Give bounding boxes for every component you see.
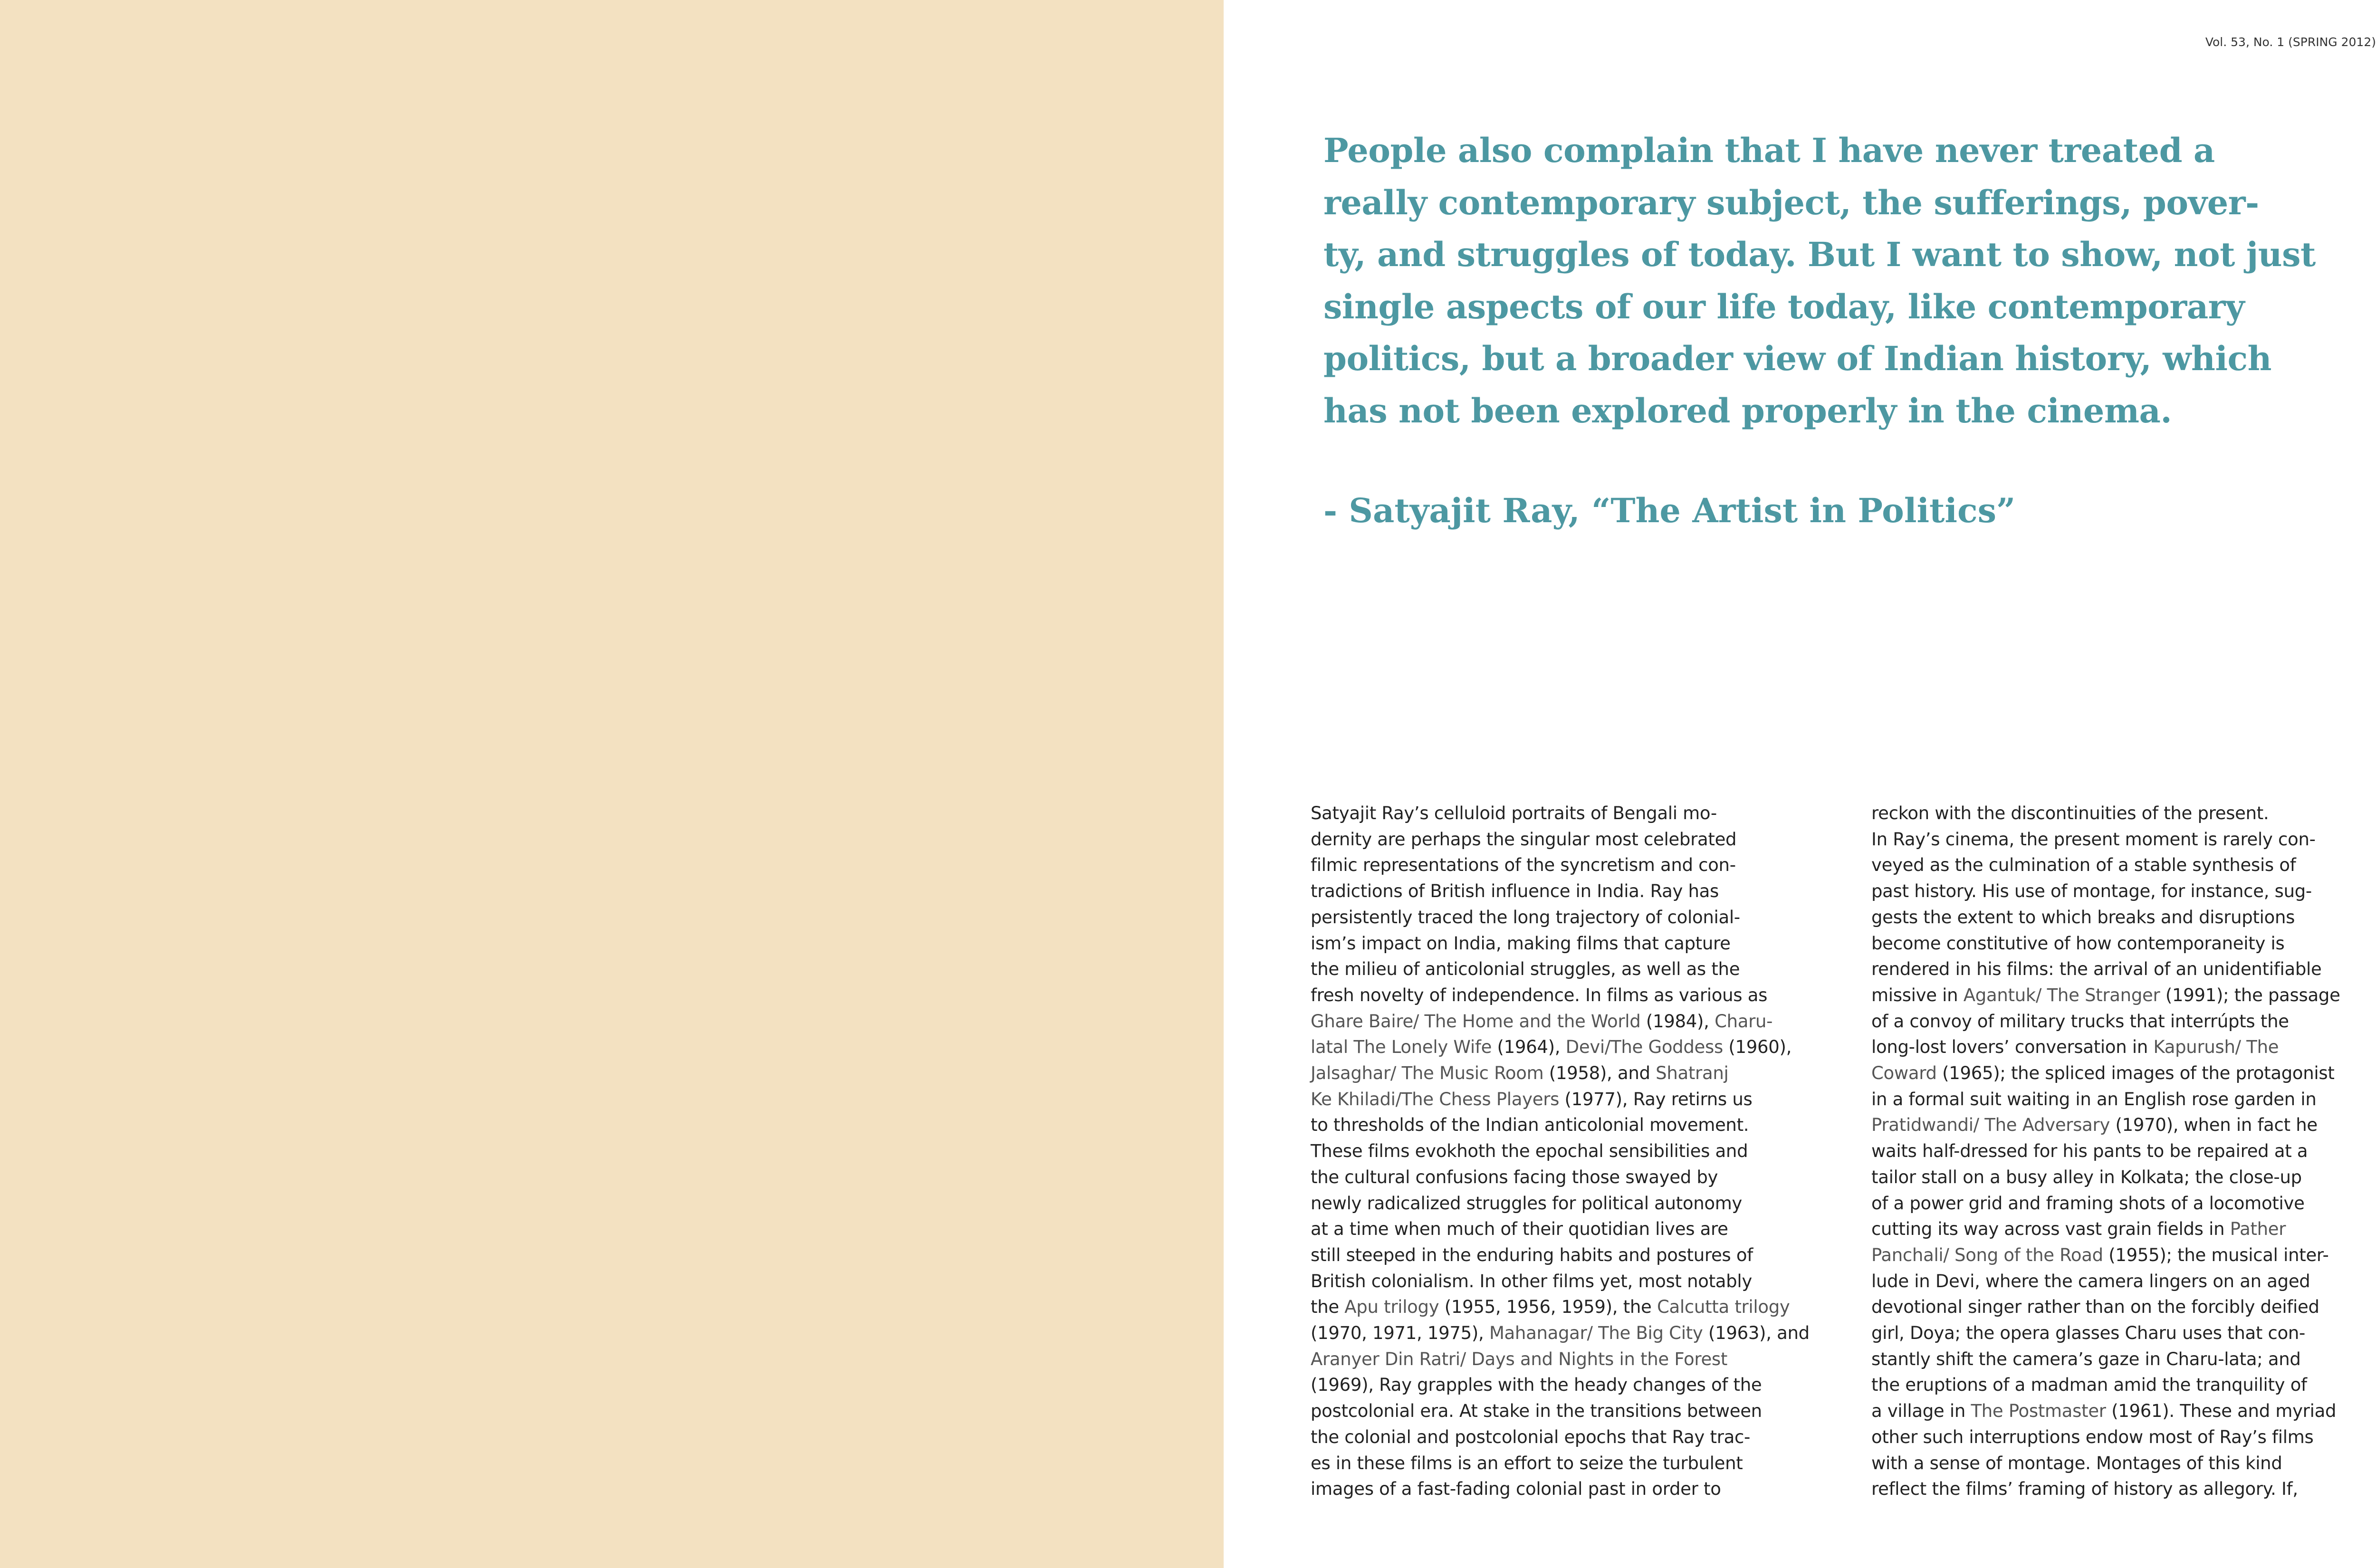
- pull-quote: [1323, 124, 2350, 437]
- text-segment: (1977), Ray retirns us: [1559, 1089, 1753, 1109]
- text-line: [1311, 1347, 1824, 1373]
- text-segment: missive in: [1871, 985, 1964, 1005]
- text-line: images of a fast-fading colonial past in order to: [1311, 1479, 1721, 1500]
- text-line: in a formal suit waiting in an English rose garden in: [1871, 1089, 2317, 1109]
- quote-line: has not been explored properly in the cinema.: [1323, 391, 2172, 430]
- text-line: waits half-dressed for his pants to be repaired at a: [1871, 1141, 2308, 1162]
- text-line: stantly shift the camera’s gaze in Charu-lata; and: [1871, 1348, 2301, 1369]
- film-title: Devi/The Goddess: [1565, 1037, 1723, 1058]
- text-line: reflect the films’ framing of history as allegory. If,: [1871, 1479, 2298, 1500]
- text-segment: long-lost lovers’ conversation in: [1871, 1037, 2154, 1058]
- text-segment: (1970), when in fact he: [2110, 1115, 2318, 1136]
- text-line: These films evokhoth the epochal sensibilities and: [1311, 1141, 1748, 1162]
- text-line: filmic representations of the syncretism and con-: [1311, 855, 1736, 876]
- text-line: to thresholds of the Indian anticolonial movement.: [1311, 1115, 1749, 1136]
- film-title: Pather: [2230, 1219, 2286, 1240]
- quote-line: single aspects of our life today, like contemporary: [1323, 287, 2245, 326]
- film-title: The Postmaster: [1971, 1401, 2106, 1422]
- quote-attribution: - Satyajit Ray, “The Artist in Politics”: [1323, 491, 2016, 530]
- film-title: Ghare Baire/ The Home and the World: [1311, 1011, 1641, 1032]
- text-line: at a time when much of their quotidian lives are: [1311, 1219, 1728, 1240]
- text-line: the milieu of anticolonial struggles, as well as the: [1311, 959, 1740, 980]
- film-title: Shatranj: [1656, 1063, 1729, 1084]
- text-line: ism’s impact on India, making films that capture: [1311, 933, 1731, 954]
- film-title: Pratidwandi/ The Adversary: [1871, 1115, 2110, 1136]
- text-segment: (1991); the passage: [2160, 985, 2340, 1005]
- text-line: [1311, 1061, 1824, 1087]
- film-title: Apu trilogy: [1344, 1297, 1439, 1318]
- text-line: [1871, 1034, 2376, 1061]
- film-title: Agantuk/ The Stranger: [1963, 985, 2160, 1005]
- text-line: newly radicalized struggles for political autonomy: [1311, 1193, 1743, 1214]
- text-line: become constitutive of how contemporaneity is: [1871, 933, 2285, 954]
- film-title: Aranyer Din Ratri/ Days and Nights in the Forest: [1311, 1348, 1728, 1369]
- text-segment: a village in: [1871, 1401, 1971, 1422]
- text-line: past history. His use of montage, for instance, sug-: [1871, 881, 2312, 902]
- text-segment: (1955, 1956, 1959), the: [1439, 1297, 1657, 1318]
- body-column-left: [1311, 801, 1824, 1502]
- text-line: [1871, 1243, 2376, 1269]
- text-line: girl, Doya; the opera glasses Charu uses that con-: [1871, 1323, 2306, 1344]
- text-line: [1871, 1216, 2376, 1243]
- text-segment: (1965); the spliced images of the protagonist: [1936, 1063, 2335, 1084]
- text-line: [1871, 983, 2376, 1009]
- film-title: Charu-: [1715, 1011, 1773, 1032]
- text-line: lude in Devi, where the camera lingers on an aged: [1871, 1271, 2310, 1291]
- text-segment: (1961). These and myriad: [2106, 1401, 2337, 1422]
- text-segment: (1964),: [1492, 1037, 1566, 1058]
- text-line: es in these films is an effort to seize the turbulent: [1311, 1453, 1743, 1473]
- text-line: veyed as the culmination of a stable synthesis of: [1871, 855, 2296, 876]
- film-title: Mahanagar/ The Big City: [1489, 1323, 1703, 1344]
- film-title: Jalsaghar/ The Music Room: [1311, 1063, 1544, 1084]
- film-title: Ke Khiladi/The Chess Players: [1311, 1089, 1560, 1109]
- text-line: [1311, 1294, 1824, 1320]
- text-line: devotional singer rather than on the forcibly deified: [1871, 1297, 2319, 1318]
- text-segment: (1958), and: [1543, 1063, 1656, 1084]
- text-line: [1311, 1034, 1824, 1061]
- text-line: of a convoy of military trucks that interrúpts the: [1871, 1011, 2289, 1032]
- text-line: persistently traced the long trajectory of colonial-: [1311, 907, 1740, 927]
- text-line: [1311, 1087, 1824, 1113]
- text-segment: the: [1311, 1297, 1345, 1318]
- text-line: dernity are perhaps the singular most celebrated: [1311, 829, 1737, 850]
- text-line: [1871, 1112, 2376, 1138]
- text-line: other such interruptions endow most of Ray’s films: [1871, 1426, 2314, 1447]
- text-segment: (1963), and: [1703, 1323, 1810, 1344]
- text-line: the cultural confusions facing those swayed by: [1311, 1166, 1718, 1187]
- quote-line: really contemporary subject, the sufferings, pover-: [1323, 182, 2259, 222]
- body-column-right: [1871, 801, 2376, 1502]
- text-line: the eruptions of a madman amid the tranquility of: [1871, 1375, 2307, 1396]
- text-line: tailor stall on a busy alley in Kolkata; the close-up: [1871, 1166, 2302, 1187]
- running-head: Vol. 53, No. 1 (SPRING 2012): [2205, 35, 2376, 49]
- text-line: of a power grid and framing shots of a locomotive: [1871, 1193, 2305, 1214]
- text-segment: (1970, 1971, 1975),: [1311, 1323, 1489, 1344]
- text-line: [1311, 1320, 1824, 1347]
- text-line: In Ray’s cinema, the present moment is rarely con-: [1871, 829, 2316, 850]
- text-line: reckon with the discontinuities of the present.: [1871, 803, 2269, 823]
- film-title: latal The Lonely Wife: [1311, 1037, 1492, 1058]
- text-line: with a sense of montage. Montages of this kind: [1871, 1453, 2282, 1473]
- text-line: rendered in his films: the arrival of an unidentifiable: [1871, 959, 2322, 980]
- text-line: postcolonial era. At stake in the transitions between: [1311, 1401, 1762, 1422]
- text-segment: (1955); the musical inter-: [2103, 1244, 2329, 1265]
- film-title: Kapurush/ The: [2153, 1037, 2279, 1058]
- text-line: tradictions of British influence in India. Ray has: [1311, 881, 1719, 902]
- film-title: Coward: [1871, 1063, 1937, 1084]
- text-line: British colonialism. In other films yet, most notably: [1311, 1271, 1752, 1291]
- text-line: Satyajit Ray’s celluloid portraits of Bengali mo-: [1311, 803, 1717, 823]
- text-segment: cutting its way across vast grain fields in: [1871, 1219, 2230, 1240]
- text-segment: (1984),: [1640, 1011, 1715, 1032]
- quote-line: People also complain that I have never treated a: [1323, 131, 2215, 170]
- text-line: (1969), Ray grapples with the heady changes of the: [1311, 1375, 1762, 1396]
- text-line: fresh novelty of independence. In films as various as: [1311, 985, 1768, 1005]
- text-line: gests the extent to which breaks and disruptions: [1871, 907, 2295, 927]
- quote-line: politics, but a broader view of Indian history, which: [1323, 339, 2272, 378]
- film-title: Panchali/ Song of the Road: [1871, 1244, 2103, 1265]
- text-line: [1871, 1061, 2376, 1087]
- quote-line: ty, and struggles of today. But I want to show, not just: [1323, 235, 2316, 274]
- text-line: [1871, 1398, 2376, 1425]
- text-line: still steeped in the enduring habits and postures of: [1311, 1244, 1753, 1265]
- text-line: [1311, 1009, 1824, 1035]
- film-title: Calcutta trilogy: [1657, 1297, 1790, 1318]
- text-line: the colonial and postcolonial epochs that Ray trac-: [1311, 1426, 1751, 1447]
- text-segment: (1960),: [1723, 1037, 1792, 1058]
